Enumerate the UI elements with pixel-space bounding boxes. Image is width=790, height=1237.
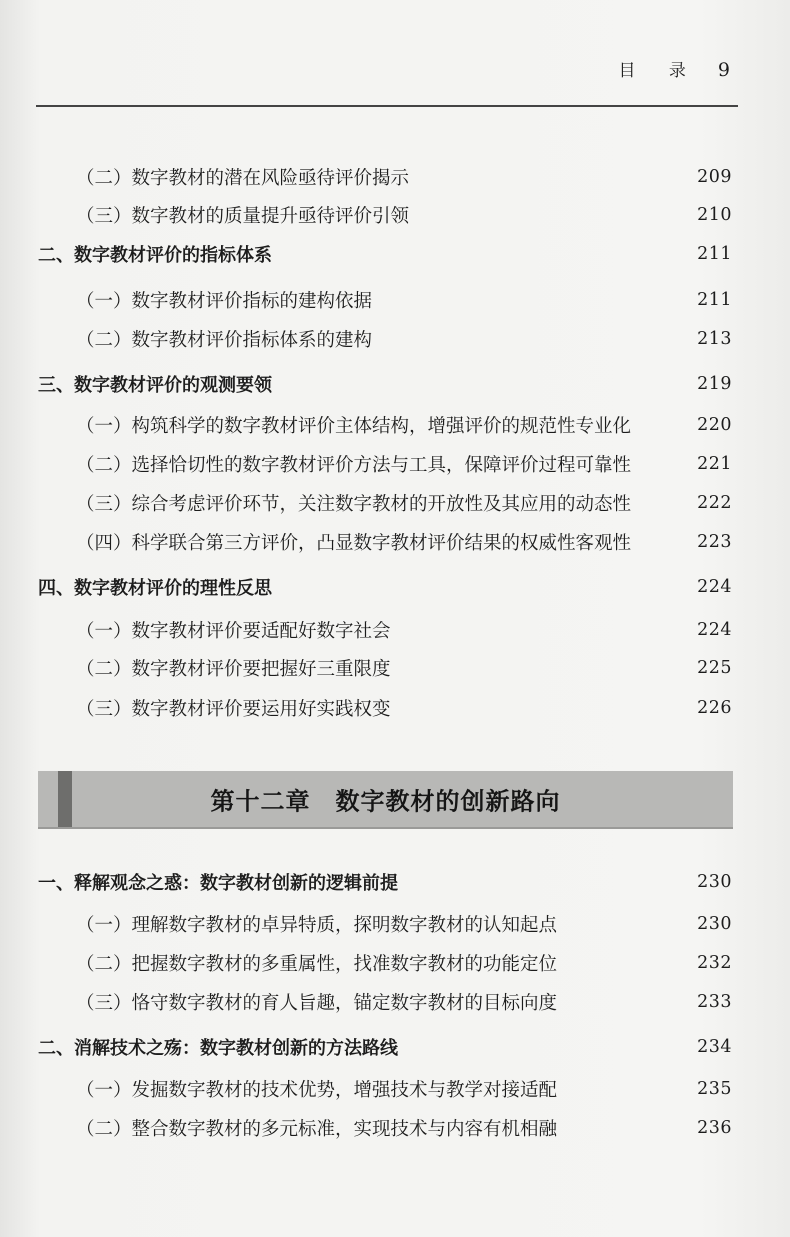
toc-entry-page: 220	[697, 415, 732, 435]
toc-entry	[0, 159, 790, 195]
toc-entry	[0, 197, 790, 233]
toc-entry	[0, 407, 790, 443]
toc-section-heading	[0, 366, 790, 402]
toc-entry-page: 230	[697, 872, 732, 892]
running-head	[619, 56, 731, 81]
toc-entry-page: 210	[697, 205, 732, 225]
toc-entry-text: 二、消解技术之殇：数字教材创新的方法路线	[38, 1038, 398, 1059]
toc-entry	[0, 321, 790, 357]
toc-entry-text: 四、数字教材评价的理性反思	[38, 578, 272, 599]
toc-entry	[0, 485, 790, 521]
toc-entry-page: 232	[697, 953, 732, 973]
toc-entry-text: （一）数字教材评价指标的建构依据	[76, 291, 373, 312]
toc-entry-page: 219	[697, 374, 732, 394]
toc-entry-page: 225	[697, 658, 732, 678]
toc-entry-page: 223	[697, 532, 732, 552]
chapter-banner	[38, 771, 733, 829]
toc-entry	[0, 984, 790, 1020]
toc-entry	[0, 906, 790, 942]
toc-entry-page: 221	[697, 454, 732, 474]
toc-entry	[0, 1071, 790, 1107]
toc-entry-text: 二、数字教材评价的指标体系	[38, 245, 272, 266]
toc-entry-page: 222	[697, 493, 732, 513]
running-head-title: 目 录	[618, 61, 700, 81]
toc-entry-text: （二）数字教材评价指标体系的建构	[76, 330, 373, 351]
toc-section-heading	[0, 1029, 790, 1065]
toc-entry-text: 一、释解观念之惑：数字教材创新的逻辑前提	[38, 873, 398, 894]
toc-section-heading	[0, 569, 790, 605]
toc-entry-text: （二）数字教材的潜在风险亟待评价揭示	[76, 168, 410, 189]
toc-entry	[0, 1110, 790, 1146]
toc-entry-text: （二）选择恰切性的数字教材评价方法与工具，保障评价过程可靠性	[76, 455, 632, 476]
toc-entry-page: 234	[697, 1037, 732, 1057]
toc-entry-page: 209	[697, 167, 732, 187]
toc-section-heading	[0, 236, 790, 272]
toc-entry-page: 230	[697, 914, 732, 934]
toc-entry-text: （三）数字教材评价要运用好实践权变	[76, 699, 391, 720]
toc-entry-page: 224	[697, 620, 732, 640]
toc-entry	[0, 690, 790, 726]
header-rule	[36, 105, 738, 107]
toc-entry-page: 213	[697, 329, 732, 349]
toc-entry-text: （一）构筑科学的数字教材评价主体结构，增强评价的规范性专业化	[76, 416, 632, 437]
toc-entry-text: 三、数字教材评价的观测要领	[38, 375, 272, 396]
toc-entry	[0, 524, 790, 560]
toc-entry-page: 226	[697, 698, 732, 718]
toc-entry	[0, 650, 790, 686]
toc-entry-text: （三）数字教材的质量提升亟待评价引领	[76, 206, 410, 227]
toc-entry	[0, 282, 790, 318]
toc-entry-text: （一）理解数字教材的卓异特质，探明数字教材的认知起点	[76, 915, 558, 936]
chapter-title: 第十二章 数字教材的创新路向	[210, 787, 561, 816]
toc-entry-page: 235	[697, 1079, 732, 1099]
toc-entry-text: （二）整合数字教材的多元标准，实现技术与内容有机相融	[76, 1119, 558, 1140]
toc-entry-text: （二）把握数字教材的多重属性，找准数字教材的功能定位	[76, 954, 558, 975]
page-number: 9	[717, 59, 730, 81]
toc-entry-text: （三）综合考虑评价环节，关注数字教材的开放性及其应用的动态性	[76, 494, 632, 515]
toc-section-heading	[0, 864, 790, 900]
toc-entry-text: （一）发掘数字教材的技术优势，增强技术与教学对接适配	[76, 1080, 558, 1101]
toc-entry	[0, 446, 790, 482]
toc-entry-page: 211	[697, 244, 732, 264]
toc-entry-text: （三）恪守数字教材的育人旨趣，锚定数字教材的目标向度	[76, 993, 558, 1014]
toc-entry-page: 224	[697, 577, 732, 597]
toc-entry-text: （一）数字教材评价要适配好数字社会	[76, 621, 391, 642]
toc-entry-page: 211	[697, 290, 732, 310]
toc-entry-page: 233	[697, 992, 732, 1012]
toc-entry-text: （二）数字教材评价要把握好三重限度	[76, 659, 391, 680]
toc-entry-page: 236	[697, 1118, 732, 1138]
toc-entry-text: （四）科学联合第三方评价，凸显数字教材评价结果的权威性客观性	[76, 533, 632, 554]
toc-entry	[0, 612, 790, 648]
toc-entry	[0, 945, 790, 981]
